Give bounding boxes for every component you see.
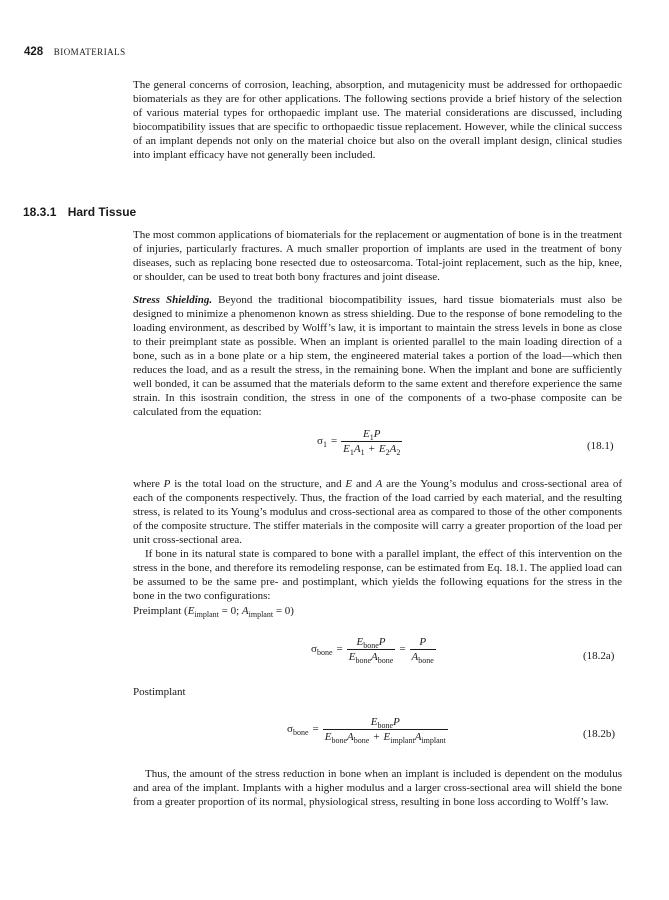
equation-number-18-1: (18.1) [587,440,614,452]
section-heading [23,205,136,219]
run-in-heading: Stress Shielding. [133,294,213,306]
stress-shielding-body: Beyond the traditional biocompatibility issues, hard tissue biomaterials must also be designed to minimize a phenomenon known as stress shielding. Due to the response of bone remodeling to the loading environment, as described by Wolff’s law, it is important to maintain the stress levels in bone as close to their preimplant state as possible. When an implant is oriented parallel to the main loading direction of a bone, such as in a bone plate or a hip stem, the engineered material takes a portion of the load—which then reduces the load, and as a result the stress, in the remaining bone. When the implant and bone are sufficiently well bonded, it can be assumed that the materials deform to the same extent and therefore experience the same strain. In this isostrain condition, the stress in one of the components of a two-phase composite can be calculated from the equation: [133,294,622,418]
equation-18-1: $\sigma_1$ = $\frac{E_1P}{E_1A_1 + E_2A_2}$ [317,428,401,457]
paragraph-intro: The general concerns of corrosion, leaching, absorption, and mutagenicity must be addressed for orthopaedic biomaterials as they are for other applications. The following sections provide a brief history of the selection of various material types for orthopaedic implant use. The material considerations are discussed, including biocompatibility issues that are specific to orthopaedic tissue replacement. However, while the clinical success of an implant depends not only on the material choice but also on the overall implant design, clinical studies into implant efficacy have not generally been included. [133,79,622,161]
running-title: BIOMATERIALS [53,47,126,57]
paragraph-stress-shielding [133,293,622,419]
section-title: Hard Tissue [67,205,137,219]
paragraph-hard-tissue-intro: The most common applications of biomaterials for the replacement or augmentation of bone is in the treatment of injuries, particularly fractures. A much smaller proportion of implants are used in the treatment of bony diseases, such as replacing bone resected due to osteosarcoma. Total-joint replacement, such as the hip, knee, or shoulder, can be used to treat both bony fractures and joint disease. [133,229,622,283]
label-preimplant: Preimplant ($E_{implant} = 0$; $A_{implant} = 0$) [133,605,294,619]
running-head [24,46,126,58]
section-number: 18.3.1 [23,205,57,219]
label-postimplant: Postimplant [133,686,186,698]
equation-18-2a: $\sigma_{bone}$ = $\frac{E_{bone}P}{E_{bone}A_{bone}}$ = $\frac{P}{A_{bone}}$ [311,636,434,665]
equation-number-18-2a: (18.2a) [583,650,615,662]
paragraph-where: where P is the total load on the structure, and E and A are the Young’s modulus and cross-sectional area of each of the components respectively. Thus, the fraction of the load carried by each material, and the resulting stress, is related to its Young’s modulus and cross-sectional area as compared to those of the other components of the composite structure. The stiffer materials in the composite will carry a greater proportion of the load per unit cross-sectional area. [133,478,622,546]
paragraph-conclusion: Thus, the amount of the stress reduction in bone when an implant is included is dependent on the modulus and area of the implant. Implants with a higher modulus and a larger cross-sectional area will shield the bone from a greater proportion of its normal, physiological stress, resulting in bone loss according to Wolff’s law. [133,768,622,808]
equation-18-2b: $\sigma_{bone}$ = $\frac{E_{bone}P}{E_{bone}A_{bone} + E_{implant}A_{implant}}$ [287,716,446,745]
paragraph-parallel-implant: If bone in its natural state is compared to bone with a parallel implant, the effect of this intervention on the stress in the bone, and therefore its remodeling response, can be estimated from Eq. 18.1. The applied load can be assumed to be the same pre- and postimplant, which yields the following equations for the stress in the bone in the two configurations: [133,548,622,602]
equation-number-18-2b: (18.2b) [583,728,616,740]
page-number: 428 [24,46,44,58]
